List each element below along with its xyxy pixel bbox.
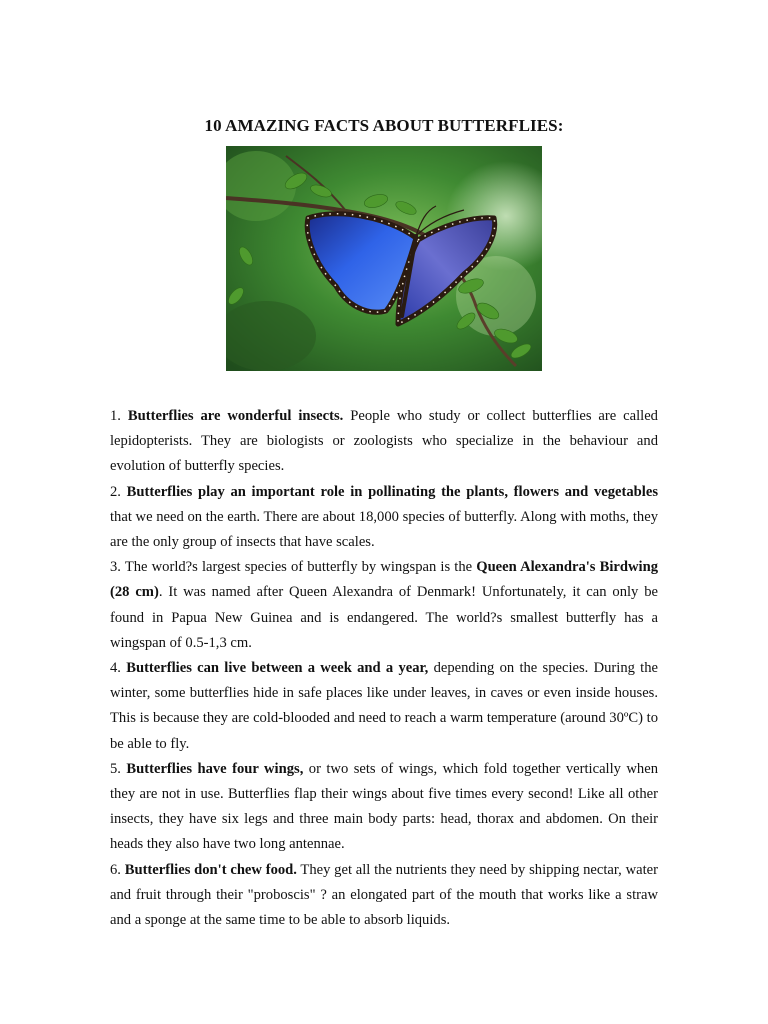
fact-text-lead: The world?s largest species of butterfly by wingspan is the xyxy=(120,559,477,576)
fact-heading: Butterflies are wonderful insects. xyxy=(127,408,344,424)
butterfly-photo xyxy=(226,146,542,371)
fact-text: depending on the species. During the winter, some butterflies hide in safe places like under leaves, in caves or even inside houses. This is because they are cold-blooded and need to reach a warm temperature (around 30ºC) to be able to fly. xyxy=(110,660,658,752)
fact-number: 1. xyxy=(110,408,121,424)
fact-heading: Butterflies can live between a week and a year, xyxy=(126,660,429,677)
fact-3 xyxy=(110,555,658,656)
fact-number: 4. xyxy=(110,660,121,677)
fact-heading: Butterflies don't chew food. xyxy=(124,861,297,878)
fact-number: 5. xyxy=(110,760,121,777)
fact-number: 6. xyxy=(110,861,121,878)
fact-heading: Butterflies play an important role in pollinating the plants, flowers and vegetables xyxy=(126,483,659,500)
fact-text: People who study or collect butterflies are called lepidopterists. They are biologists or zoologists who specialize in the behaviour and evolution of butterfly species. xyxy=(110,408,658,475)
fact-heading: Queen Alexandra's Birdwing (28 cm) xyxy=(110,559,658,601)
fact-4 xyxy=(110,656,658,757)
fact-6 xyxy=(110,858,658,934)
fact-1 xyxy=(110,404,658,480)
fact-2 xyxy=(110,480,658,556)
fact-number: 2. xyxy=(110,483,121,500)
fact-text: or two sets of wings, which fold together vertically when they are not in use. Butterflies flap their wings about five times every second! Like all other insects, they have six legs and three main body parts: head, thorax and abdomen. On their heads they also have two long antennae. xyxy=(110,760,659,853)
fact-number: 3. xyxy=(110,559,121,576)
document-title: 10 AMAZING FACTS ABOUT BUTTERFLIES: xyxy=(204,116,564,135)
fact-text: that we need on the earth. There are about 18,000 species of butterfly. Along with moths, they are the only group of insects that have scales. xyxy=(110,508,658,551)
fact-heading: Butterflies have four wings, xyxy=(126,760,304,777)
facts-list xyxy=(110,404,658,933)
fact-text: . It was named after Queen Alexandra of Denmark! Unfortunately, it can only be found in Papua New Guinea and is endangered. The world?s smallest butterfly has a wingspan of 0.5-1,3 cm. xyxy=(110,584,658,651)
blue-morpho-butterfly-illustration xyxy=(226,146,542,371)
fact-5 xyxy=(110,757,658,858)
fact-text: They get all the nutrients they need by shipping nectar, water and fruit through their "proboscis" ? an elongated part of the mouth that works like a straw and a sponge at the same time to be able to absorb liquids. xyxy=(110,861,659,929)
